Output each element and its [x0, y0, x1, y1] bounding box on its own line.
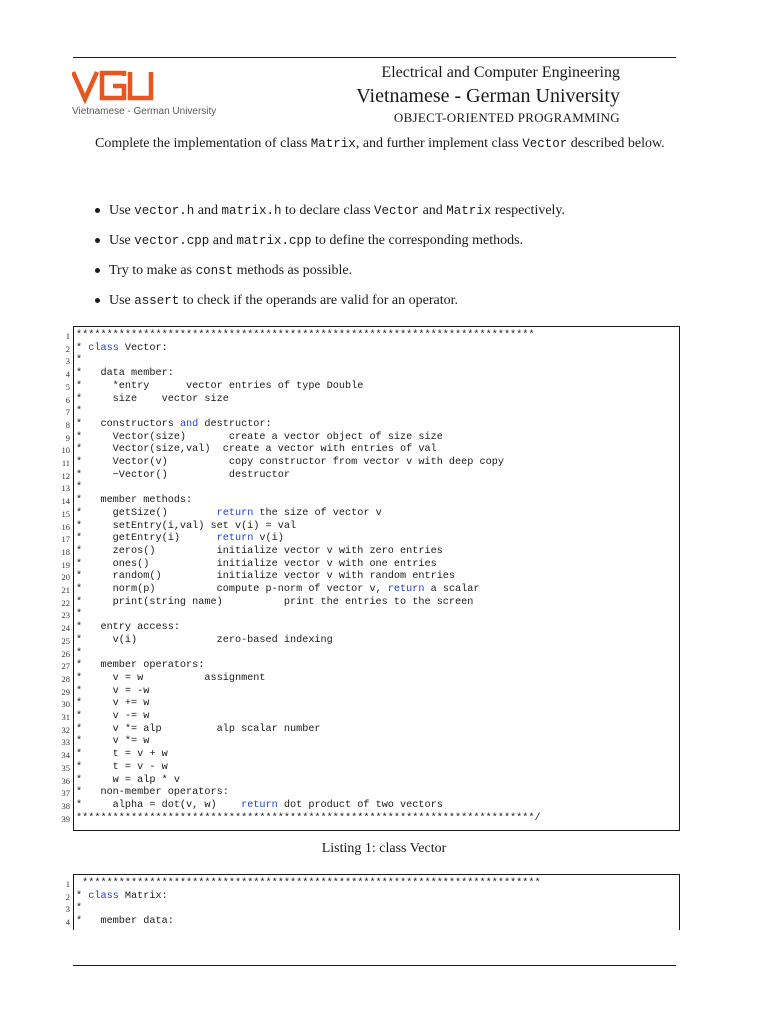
- line-number: 9: [65, 432, 70, 443]
- inline-code: const: [195, 264, 234, 278]
- code-text: [76, 394, 229, 407]
- code-text: [76, 673, 266, 686]
- code-line: [61, 622, 674, 635]
- code-text: [76, 482, 82, 495]
- code-fragment: ***************************************************************************: [76, 878, 541, 889]
- code-fragment: * w = alp * v: [76, 774, 180, 786]
- line-number: 16: [61, 521, 70, 532]
- bullet-text: Use: [109, 233, 135, 248]
- requirements-list: [95, 200, 565, 320]
- code-line: [65, 342, 674, 356]
- line-number: 26: [61, 648, 70, 659]
- bullet-text: Use: [109, 203, 135, 218]
- code-line: [61, 482, 674, 495]
- vgu-logo-mark: [72, 70, 154, 104]
- code-text: [76, 635, 333, 648]
- code-text: [76, 622, 180, 635]
- intro-text: Complete the implementation of class: [95, 136, 311, 151]
- inline-code: assert: [134, 294, 180, 308]
- code-fragment: dot product of two vectors: [277, 799, 443, 811]
- line-number: 21: [61, 585, 70, 595]
- line-number: 20: [61, 572, 70, 583]
- line-number: 3: [65, 356, 70, 367]
- code-text: [76, 698, 149, 711]
- bullet-text: respectively.: [491, 203, 566, 218]
- code-text: [76, 584, 480, 597]
- line-number: 19: [61, 559, 70, 570]
- code-text: [76, 355, 82, 368]
- code-text: [76, 660, 204, 673]
- line-number: 14: [61, 496, 70, 507]
- code-fragment: *: [76, 406, 83, 418]
- line-number: 12: [61, 470, 70, 481]
- code-keyword: class: [88, 890, 119, 902]
- code-line: [61, 647, 674, 661]
- code-fragment: * v(i) zero-based indexing: [76, 634, 333, 646]
- code-line: [61, 723, 674, 737]
- code-line: [61, 558, 674, 572]
- code-line: [65, 380, 674, 394]
- code-line: [61, 736, 674, 749]
- code-text: [76, 878, 541, 891]
- code-fragment: * Vector(v) copy constructor from vector v with deep copy: [76, 457, 504, 468]
- bullet-text: to declare class: [281, 203, 375, 218]
- code-text: [76, 711, 149, 724]
- line-number: 17: [61, 534, 70, 545]
- code-text: [76, 903, 82, 916]
- code-fragment: * v *= w: [76, 736, 150, 748]
- bullet-text: to define the corresponding methods.: [311, 233, 524, 248]
- code-fragment: * entry access:: [76, 622, 180, 634]
- code-fragment: * non-member operators:: [76, 787, 229, 799]
- code-fragment: * getSize(): [76, 507, 217, 519]
- code-fragment: * v -= w: [76, 711, 150, 722]
- code-fragment: *: [76, 647, 83, 659]
- line-number: 34: [61, 750, 70, 761]
- code-line: [61, 444, 674, 457]
- line-number: 15: [61, 508, 70, 519]
- footer-rule: [73, 965, 676, 966]
- line-number: 32: [61, 724, 70, 735]
- code-line: [65, 878, 674, 891]
- inline-code: vector.cpp: [134, 234, 210, 248]
- code-line: [65, 916, 674, 929]
- code-line: [61, 698, 674, 711]
- code-text: [76, 736, 149, 749]
- code-line: [65, 890, 674, 904]
- list-item: [95, 260, 565, 290]
- code-line: [65, 355, 674, 368]
- code-text: [76, 368, 174, 381]
- code-keyword: class: [88, 342, 119, 354]
- line-number: 30: [61, 699, 70, 710]
- code-line: [65, 406, 674, 419]
- code-text: [76, 787, 229, 800]
- code-line: [65, 368, 674, 381]
- code-text: [76, 775, 180, 788]
- code-text: [76, 381, 363, 394]
- code-line: [61, 660, 674, 673]
- code-fragment: * member data:: [76, 916, 174, 928]
- line-number: 6: [65, 394, 70, 405]
- code-text: [76, 916, 174, 929]
- code-keyword: return: [216, 507, 254, 519]
- code-line: [61, 787, 674, 800]
- code-line: [61, 634, 674, 648]
- line-number: 11: [61, 458, 70, 468]
- inline-code: Matrix: [446, 204, 492, 218]
- inline-code: Vector: [374, 204, 420, 218]
- code-line: [61, 533, 674, 546]
- line-number: 29: [61, 686, 70, 697]
- line-number: 10: [61, 445, 70, 456]
- bullet-text: and: [419, 203, 447, 218]
- intro-paragraph: [73, 134, 678, 154]
- line-number: 35: [61, 762, 70, 773]
- code-line: [61, 457, 674, 470]
- line-number: 24: [61, 623, 70, 634]
- code-text: [76, 546, 443, 559]
- code-text: [76, 470, 290, 483]
- line-number: 7: [65, 407, 70, 418]
- code-text: [76, 686, 149, 699]
- inline-code: matrix.h: [221, 204, 282, 218]
- line-number: 25: [61, 635, 70, 646]
- bullet-dot: [95, 238, 100, 243]
- code-fragment: * v *= alp alp scalar number: [76, 723, 321, 735]
- code-fragment: * Vector(size) create a vector object of size size: [76, 431, 443, 443]
- code-fragment: * v += w: [76, 698, 150, 710]
- code-keyword: return: [387, 584, 425, 595]
- code-text: [76, 419, 272, 432]
- code-listing-matrix: [65, 874, 680, 930]
- line-number: 2: [65, 343, 70, 354]
- code-fragment: * alpha = dot(v, w): [76, 799, 242, 811]
- code-fragment: * zeros() initialize vector v with zero entries: [76, 545, 443, 557]
- line-number: 28: [61, 673, 70, 684]
- code-line: [61, 774, 674, 788]
- line-number: 22: [61, 597, 70, 608]
- code-text: [76, 495, 192, 508]
- code-fragment: destructor:: [198, 418, 272, 430]
- line-number: 13: [61, 483, 70, 494]
- line-number: 27: [61, 661, 70, 672]
- code-text: [76, 762, 168, 775]
- department-title: Electrical and Computer Engineering: [381, 64, 620, 81]
- code-fragment: *: [76, 355, 83, 367]
- code-fragment: * setEntry(i,val) set v(i) = val: [76, 520, 297, 532]
- code-text: [76, 406, 82, 419]
- line-number: 1: [65, 331, 70, 341]
- code-line: [65, 330, 674, 343]
- code-fragment: * ones() initialize vector v with one entries: [76, 558, 437, 570]
- code-fragment: a scalar: [424, 584, 480, 595]
- code-text: [76, 533, 284, 546]
- code-text: [76, 330, 535, 343]
- code-text: [76, 609, 82, 622]
- code-fragment: *: [76, 903, 83, 915]
- code-fragment: * t = v - w: [76, 761, 168, 773]
- bullet-dot: [95, 298, 100, 303]
- code-line: [65, 393, 674, 407]
- code-fragment: * size vector size: [76, 393, 229, 405]
- code-line: [61, 749, 674, 762]
- code-listing-vector: [61, 326, 680, 831]
- code-line: [65, 431, 674, 445]
- code-text: [76, 444, 437, 457]
- code-fragment: v(i): [253, 533, 284, 545]
- bullet-dot: [95, 208, 100, 213]
- line-number: 1: [65, 879, 70, 889]
- inline-code: matrix.cpp: [236, 234, 312, 248]
- list-item: [95, 200, 565, 230]
- line-number: 33: [61, 737, 70, 748]
- code-fragment: * Vector(size,val) create a vector with entries of val: [76, 444, 437, 456]
- line-number: 4: [65, 917, 70, 928]
- line-number: 2: [65, 891, 70, 902]
- bullet-text: Try to make as: [109, 263, 196, 278]
- bullet-text: and: [209, 233, 237, 248]
- code-line: [61, 495, 674, 508]
- bullet-text: methods as possible.: [233, 263, 353, 278]
- code-line: [61, 711, 674, 724]
- code-fragment: *: [76, 609, 83, 621]
- code-text: [76, 508, 382, 521]
- logo-tagline: Vietnamese - German University: [72, 106, 217, 117]
- code-line: [61, 571, 674, 584]
- code-keyword: return: [216, 533, 254, 545]
- code-line: [61, 812, 674, 826]
- code-keyword: return: [241, 799, 278, 811]
- code-fragment: * member methods:: [76, 495, 193, 507]
- bullet-dot: [95, 268, 100, 273]
- code-line: [61, 545, 674, 559]
- code-fragment: * *entry vector entries of type Double: [76, 380, 364, 392]
- code-fragment: ***************************************************************************/: [76, 812, 541, 824]
- code-text: [76, 521, 296, 534]
- code-fragment: Vector:: [118, 342, 168, 354]
- line-number: 38: [61, 800, 70, 811]
- code-line: [61, 609, 674, 622]
- line-number: 18: [61, 546, 70, 557]
- bullet-text: Use: [109, 293, 135, 308]
- code-text: [76, 648, 82, 661]
- code-text: [76, 724, 321, 737]
- code-line: [65, 418, 674, 432]
- intro-text: , and further implement class: [355, 136, 523, 151]
- code-fragment: the size of vector v: [253, 507, 382, 519]
- code-fragment: * print(string name) print the entries to the screen: [76, 596, 474, 608]
- code-line: [61, 584, 674, 597]
- line-number: 5: [65, 381, 70, 392]
- code-text: [76, 457, 504, 470]
- code-fragment: * getEntry(i): [76, 533, 217, 545]
- code-keyword: and: [179, 418, 199, 430]
- code-text: [76, 343, 168, 356]
- line-number: 31: [61, 712, 70, 722]
- code-fragment: *: [76, 342, 89, 354]
- bullet-text: and: [194, 203, 222, 218]
- intro-text: described below.: [567, 136, 665, 151]
- code-line: [61, 761, 674, 775]
- code-text: [76, 749, 168, 762]
- bullet-text: to check if the operands are valid for an operator.: [179, 293, 459, 308]
- list-item: [95, 230, 565, 260]
- code-text: [76, 597, 473, 610]
- intro-code-vector: Vector: [522, 137, 568, 151]
- code-text: [76, 800, 443, 813]
- code-fragment: * ~Vector() destructor: [76, 469, 290, 481]
- code-text: [76, 571, 455, 584]
- code-line: [61, 672, 674, 686]
- code-line: [61, 520, 674, 534]
- code-fragment: * norm(p) compute p-norm of vector v,: [76, 584, 388, 595]
- code-fragment: * data member:: [76, 368, 174, 380]
- line-number: 39: [61, 813, 70, 824]
- header-rule: [73, 57, 676, 58]
- inline-code: vector.h: [134, 204, 195, 218]
- code-text: [76, 432, 443, 445]
- code-text: [76, 891, 168, 904]
- line-number: 3: [65, 904, 70, 915]
- code-text: [76, 559, 437, 572]
- code-fragment: * v = -w: [76, 685, 150, 697]
- code-line: [61, 507, 674, 521]
- code-text: [76, 813, 541, 826]
- course-title: OBJECT-ORIENTED PROGRAMMING: [393, 110, 620, 125]
- code-line: [61, 596, 674, 610]
- university-title: Vietnamese - German University: [356, 85, 620, 107]
- code-fragment: * v = w assignment: [76, 672, 266, 684]
- code-line: [61, 685, 674, 699]
- code-fragment: * constructors: [76, 418, 180, 430]
- code-fragment: *: [76, 890, 89, 902]
- line-number: 8: [65, 419, 70, 430]
- code-fragment: Matrix:: [118, 890, 168, 902]
- code-fragment: *: [76, 482, 83, 494]
- line-number: 4: [65, 369, 70, 380]
- code-fragment: * member operators:: [76, 660, 205, 672]
- listing-caption: Listing 1: class Vector: [321, 841, 447, 856]
- list-item: [95, 290, 565, 320]
- line-number: 37: [61, 788, 70, 799]
- intro-code-matrix: Matrix: [310, 137, 356, 151]
- code-line: [61, 469, 674, 483]
- line-number: 23: [61, 610, 70, 621]
- code-fragment: * t = v + w: [76, 749, 168, 761]
- line-number: 36: [61, 775, 70, 786]
- code-line: [65, 903, 674, 916]
- code-fragment: * random() initialize vector v with random entries: [76, 571, 456, 583]
- code-line: [61, 799, 674, 813]
- code-fragment: ***************************************************************************: [76, 330, 535, 341]
